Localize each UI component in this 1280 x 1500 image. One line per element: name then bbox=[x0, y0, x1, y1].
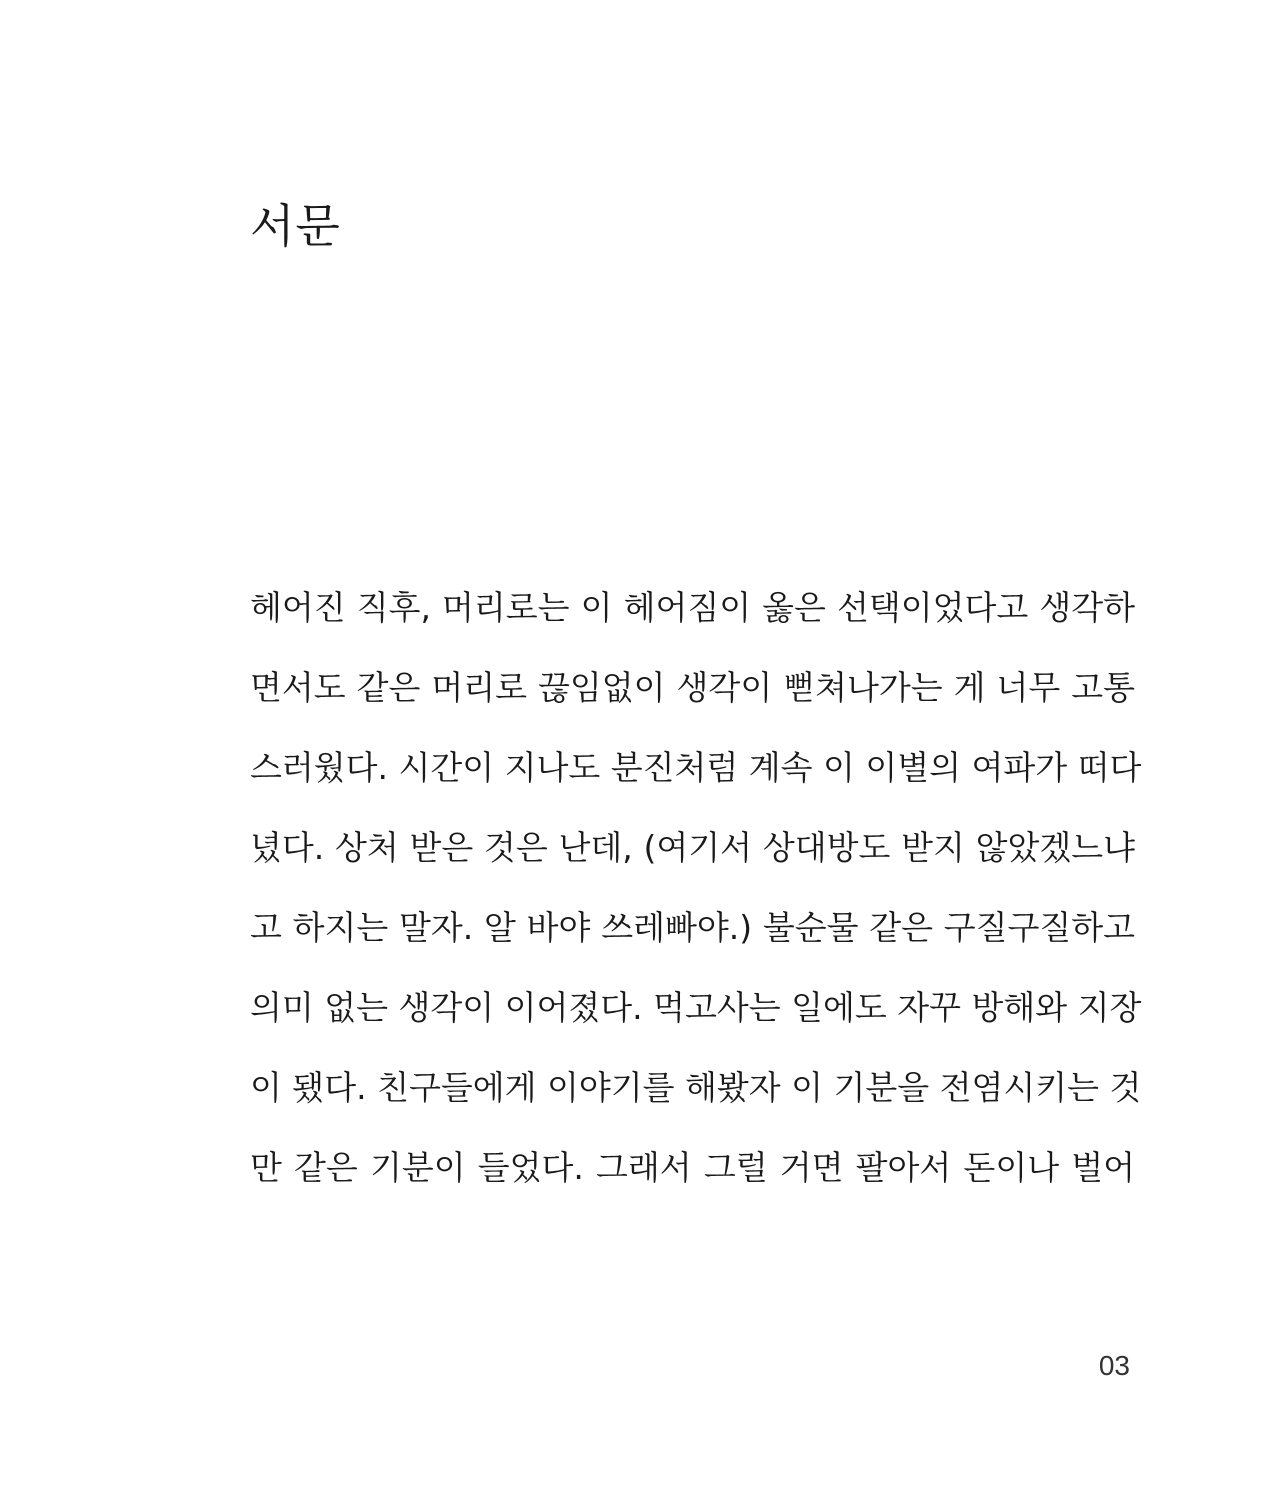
paragraph-line: 만 같은 기분이 들었다. 그래서 그럴 거면 팔아서 돈이나 벌어 bbox=[250, 1148, 1135, 1187]
paragraph-line: 이 됐다. 친구들에게 이야기를 해봤자 이 기분을 전염시키는 것 bbox=[250, 1068, 1142, 1107]
page-title: 서문 bbox=[250, 199, 341, 253]
paragraph-line: 고 하지는 말자. 알 바야 쓰레빠야.) 불순물 같은 구질구질하고 bbox=[250, 908, 1135, 947]
paragraph-line: 헤어진 직후, 머리로는 이 헤어짐이 옳은 선택이었다고 생각하 bbox=[250, 588, 1135, 627]
paragraph-line: 스러웠다. 시간이 지나도 분진처럼 계속 이 이별의 여파가 떠다 bbox=[250, 748, 1142, 787]
paragraph-line: 녔다. 상처 받은 것은 난데, (여기서 상대방도 받지 않았겠느냐 bbox=[250, 828, 1135, 867]
paragraph-line: 의미 없는 생각이 이어졌다. 먹고사는 일에도 자꾸 방해와 지장 bbox=[250, 988, 1142, 1027]
paragraph-line: 면서도 같은 머리로 끊임없이 생각이 뻗쳐나가는 게 너무 고통 bbox=[250, 668, 1135, 707]
body-paragraph bbox=[250, 578, 1142, 1218]
page-number: 03 bbox=[1098, 1350, 1130, 1381]
